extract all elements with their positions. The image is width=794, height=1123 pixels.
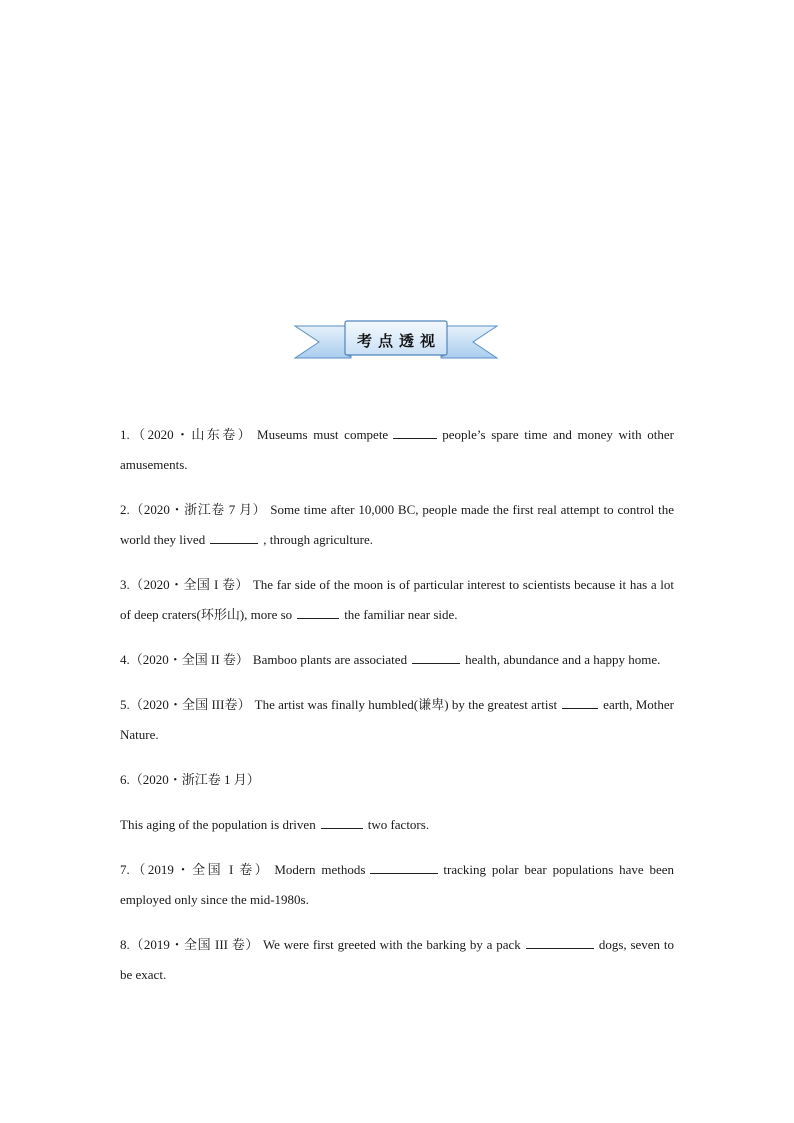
question-text-after: tracking polar bear populations have been employed only since the mid-1980s. bbox=[120, 862, 674, 907]
question-3 bbox=[120, 570, 674, 630]
answer-blank[interactable] bbox=[562, 696, 598, 709]
question-number: 5. bbox=[120, 697, 130, 712]
question-text-after: dogs, seven to be exact. bbox=[120, 937, 674, 982]
question-number: 1. bbox=[120, 427, 130, 442]
question-6 bbox=[120, 765, 674, 795]
question-number: 8. bbox=[120, 937, 130, 952]
question-text-after: the familiar near side. bbox=[344, 607, 458, 622]
question-text-before: Modern methods bbox=[274, 862, 366, 877]
question-2 bbox=[120, 495, 674, 555]
question-text-before: The far side of the moon is of particular interest to scientists because it has a lot of deep craters(环形山), more so bbox=[120, 577, 674, 622]
question-1 bbox=[120, 420, 674, 480]
question-7 bbox=[120, 855, 674, 915]
banner-title: 考点透视 bbox=[356, 331, 441, 350]
question-text-before: This aging of the population is driven bbox=[120, 817, 316, 832]
question-source: （2019・全国 III 卷） bbox=[129, 937, 259, 952]
question-text-after: earth, Mother Nature. bbox=[120, 697, 674, 742]
answer-blank[interactable] bbox=[412, 651, 460, 664]
question-source: （2020・全国 II 卷） bbox=[129, 652, 249, 667]
question-source: （2020・全国 I 卷） bbox=[129, 577, 249, 592]
question-text-after: health, abundance and a happy home. bbox=[465, 652, 661, 667]
question-number: 7. bbox=[120, 862, 130, 877]
question-text-after: people’s spare time and money with other amusements. bbox=[120, 427, 674, 472]
question-6-body bbox=[120, 810, 674, 840]
question-text-before: The artist was finally humbled(谦卑) by the greatest artist bbox=[254, 697, 558, 712]
question-4 bbox=[120, 645, 674, 675]
answer-blank[interactable] bbox=[321, 816, 363, 829]
answer-blank[interactable] bbox=[297, 606, 339, 619]
question-source: （2020・山东卷） bbox=[129, 427, 254, 442]
question-text-before: Museums must compete bbox=[257, 427, 389, 442]
question-number: 4. bbox=[120, 652, 130, 667]
question-number: 6. bbox=[120, 772, 130, 787]
question-8 bbox=[120, 930, 674, 990]
question-text-after: two factors. bbox=[367, 817, 430, 832]
question-text-before: Some time after 10,000 BC, people made the first real attempt to control the world they lived bbox=[120, 502, 674, 547]
question-number: 3. bbox=[120, 577, 130, 592]
question-source: （2019・全国 I 卷） bbox=[129, 862, 271, 877]
question-source: （2020・全国 III卷） bbox=[129, 697, 251, 712]
section-banner bbox=[293, 318, 499, 362]
answer-blank[interactable] bbox=[370, 861, 438, 874]
question-5 bbox=[120, 690, 674, 750]
answer-blank[interactable] bbox=[526, 936, 594, 949]
question-text-before: Bamboo plants are associated bbox=[252, 652, 408, 667]
question-number: 2. bbox=[120, 502, 130, 517]
answer-blank[interactable] bbox=[210, 531, 258, 544]
question-text-after: , through agriculture. bbox=[263, 532, 373, 547]
question-source: （2020・浙江卷 7 月） bbox=[129, 502, 267, 517]
question-text-before: We were first greeted with the barking by a pack bbox=[262, 937, 521, 952]
question-list bbox=[120, 420, 674, 990]
question-source: （2020・浙江卷 1 月） bbox=[129, 772, 260, 787]
answer-blank[interactable] bbox=[393, 426, 437, 439]
